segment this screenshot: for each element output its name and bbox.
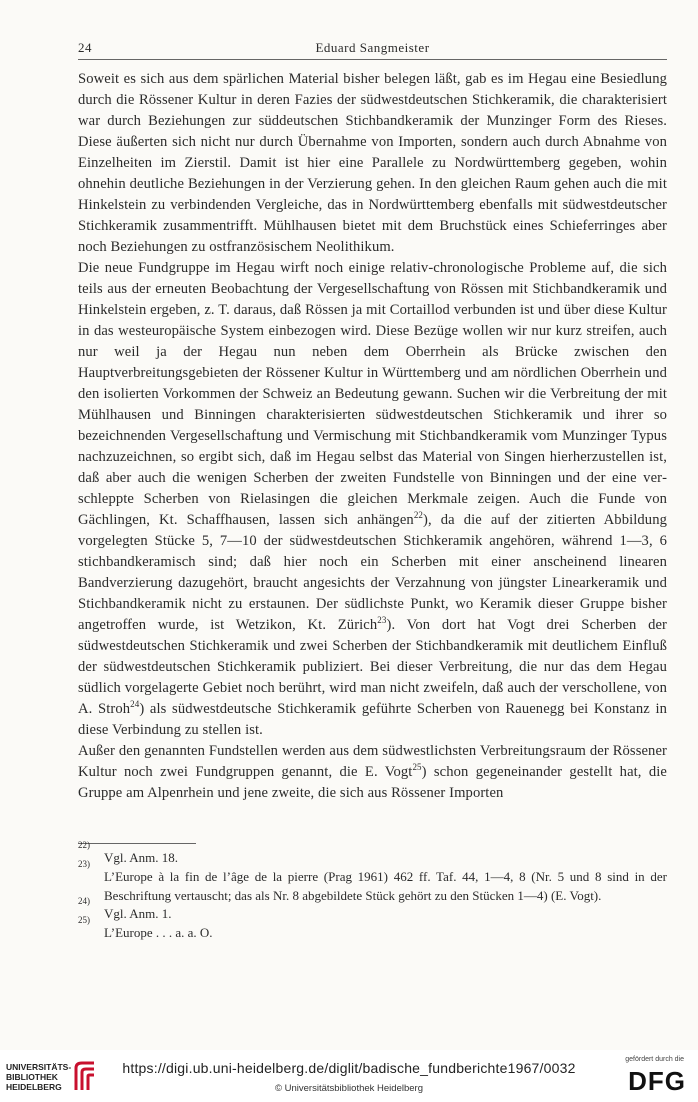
copyright-notice: © Universitätsbibliothek Heidelberg [275,1083,423,1094]
paragraph-2-text-c: ). Von dort hat Vogt drei Scherben der südwestdeutschen Stichkeramik und zwei Scherben der Stichbandkeramik mit deutlichem Einfluß der südwestdeutschen Stichkeramik publiziert. Bei dieser Verbreitung, die nur das dem Hegau südlich vorgelagerte Gebiet noch berührt, wird man nicht zweifeln, daß auch der verschollene, von A. Stroh [78,617,667,717]
footnote-text: Vgl. Anm. 18. [104,850,179,865]
paragraph-2 [78,258,667,741]
page-header [78,38,667,60]
header-rule [78,59,667,60]
footnote-ref-22[interactable]: 22 [413,510,424,520]
running-head: Eduard Sangmeister [315,40,430,55]
page-number: 24 [78,40,92,55]
footnote-ref-24[interactable]: 24 [130,699,140,709]
funding-caption: gefördert durch die [625,1056,684,1063]
footnote-mark-text: 24) [78,896,90,907]
library-name [6,1062,71,1092]
footnote-25 [78,915,667,943]
paragraph-3 [78,741,667,804]
viewer-footer [0,1050,698,1102]
library-logo[interactable] [6,1060,96,1096]
footnotes [78,840,667,943]
library-name-line1: UNIVERSITÄTS- [6,1062,72,1072]
paragraph-1 [78,69,667,258]
dfg-logo[interactable]: DFG [628,1066,686,1096]
footnote-23 [78,858,667,906]
paragraph-1-text: Soweit es sich aus dem spärlichen Material bisher belegen läßt, gab es im Hegau eine Besiedlung durch die Rössener Kultur in deren Fazies der südwestdeutschen Stichkeramik, die charakterisiert war durch Beziehungen zur süddeutschen Stichbandkeramik der Munzinger Form des Rieses. Diese äußerten sich nicht nur durch Übernahme von Importen, sondern auch durch Abnahme von Einzelheiten im Zierstil. Damit ist hier eine Parallele zu Nordwürttemberg gegeben, wohin ohnehin deutliche Beziehungen in der Verzierung gehen. In den gleichen Raum gehen auch die mit Hinkelstein zu verbindenden Vergleiche, das in Nordwürttemberg ebenfalls mit südwestdeutscher Stichkeramik zusammentrifft. Mühlhausen bietet mit dem Bruchstück eines Schieferringes aber noch Beziehungen zu ostfranzösischem Neolithikum. [78,71,667,255]
footnote-rule [78,843,196,844]
body-text [78,69,667,804]
footnote-24 [78,896,667,924]
footnote-text: Vgl. Anm. 1. [104,906,172,922]
footnote-ref-23[interactable]: 23 [377,615,387,625]
paragraph-2-text-d: ) als südwestdeutsche Stichkeramik geführte Scherben von Rauenegg bei Konstanz in diese Verbindung zu stellen ist. [78,701,668,738]
paragraph-3-text-a: Außer den genannten Fundstellen werden aus dem südwestlichsten Verbreitungsraum der Rössener Kultur noch zwei Fundgruppen genannt, die E. Vogt [78,743,667,780]
footnote-mark-text: 22) [78,840,90,850]
paragraph-2-text-b: ), da die auf der zitierten Abbildung vorgelegten Stücke 5, 7—10 der südwestdeutschen Stichkeramik angehören, während 1—3, 6 stichbandkeramisch sind; daß hier noch ein Scherben mit einer anscheinend linearen Bandverzierung dazugehört, braucht angesichts der Verzahnung von jüngster Linearkeramik und Stichbandkeramik nicht zu erstaunen. Der südlichste Punkt, wo Keramik dieser Gruppe bisher angetroffen wurde, ist Wetzikon, Kt. Zürich [78,512,667,633]
paragraph-2-text-a: Die neue Fundgruppe im Hegau wirft noch einige relativ-chronologische Probleme auf, die sich teils aus der erneuten Beobachtung der Vergesellschaftung von Rössen mit Stichbandkeramik und Hinkelstein ergeben, z. T. daraus, daß Rössen ja mit Cortaillod verbunden ist und über diese Kultur in das westeuropäische System einbezogen wird. Diese Bezüge wollen wir nur kurz streifen, auch nur weil ja der Hegau nun neben dem Oberrhein als Brücke zwischen den Hauptverbreitungsgebieten der Rössener Kultur in Württemberg und am nördlichen Oberrhein und den isolierten Vorkommen der Schweiz an Bedeutung gewann. Suchen wir die Verbreitung der mit Mühlhausen und Binningen charakterisierten südwestdeutschen Stichkeramik und ihrer so bezeichnenden Vergesellschaftung und Vermischung mit Stichbandkeramik vom Munzinger Typus nachzuzeichnen, so ergibt sich, daß im Hegau selbst das Material von Singen hierherzustellen ist, daß aber auch die wenigen Scherben der zweiten Fundstelle von Binningen und der eine verschleppte Scherben von Rielasingen die gleichen Merkmale zeigen. Auch die Funde von Gächlingen, Kt. Schaffhausen, lassen sich anhängen [78,260,667,528]
library-name-line2: BIBLIOTHEK [6,1072,58,1082]
footnote-text: L’Europe . . . a. a. O. [104,925,213,941]
library-emblem-icon [72,1060,98,1094]
footnote-22 [78,840,667,868]
paragraph-3-text-b: ) schon gegeneinander gestellt hat, die Gruppe am Alpenrhein und jene zweite, die sich aus Rössener Importen [78,764,667,801]
library-name-line3: HEIDELBERG [6,1082,62,1092]
footnote-text: L’Europe à la fin de l’âge de la pierre (Prag 1961) 462 ff. Taf. 44, 1—4, 8 (Nr. 5 und 8 sind in der Beschriftung vertauscht; das als Nr. 8 abgebildete Stück gehört zu den Stücken 1—4) (E. Vogt). [104,868,667,903]
footnote-ref-25[interactable]: 25 [412,762,422,772]
footnote-mark-text: 23) [78,858,90,869]
footnote-mark-text: 25) [78,915,90,926]
permalink-url[interactable]: https://digi.ub.uni-heidelberg.de/diglit/badische_fundberichte1967/0032 [122,1060,576,1076]
